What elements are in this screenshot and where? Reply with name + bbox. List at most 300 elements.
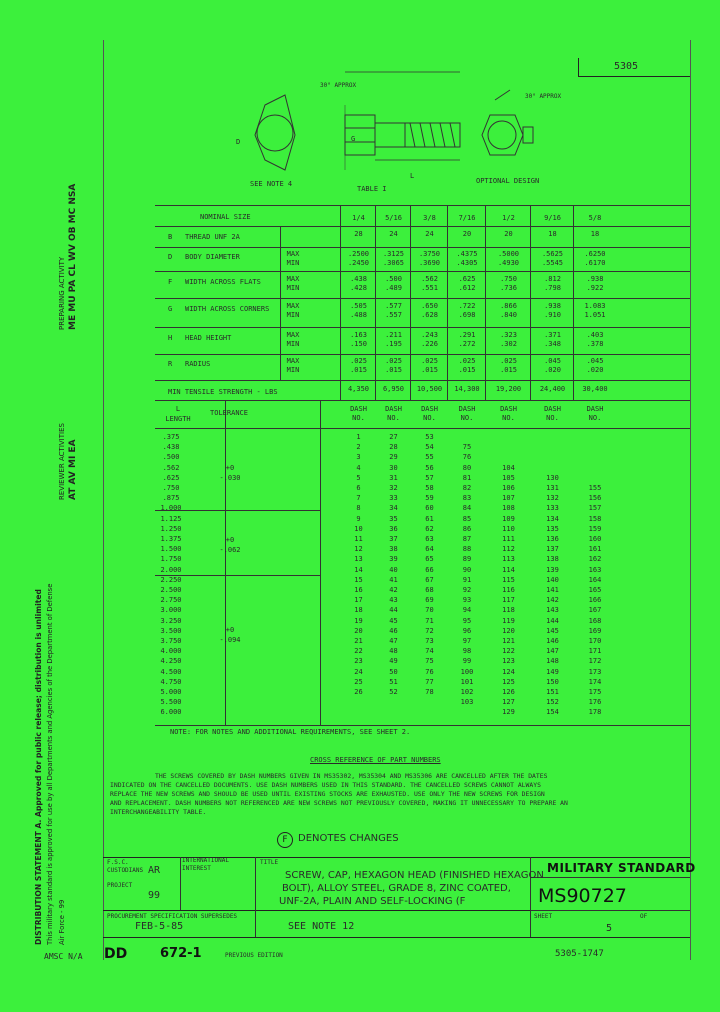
row-1-val-0: .2500 .2450: [347, 250, 370, 267]
hex-head-front: [255, 95, 295, 170]
row-3-val-2: .650 .628: [421, 302, 438, 319]
dash-2-5: 58: [425, 484, 434, 492]
dash-4-23: 124: [502, 667, 515, 676]
dash-4-19: 120: [502, 626, 515, 635]
dash-5-7: 133: [546, 504, 559, 513]
row-label-0: THREAD UNF 2A: [185, 233, 240, 241]
table-note: NOTE: FOR NOTES AND ADDITIONAL REQUIREMENTS, SEE SHEET 2.: [170, 728, 411, 736]
dash-2-12: 65: [425, 555, 434, 564]
row-limit-1: MAX MIN: [286, 250, 300, 267]
dash-0-15: 16: [354, 586, 363, 594]
dash-5-13: 139: [546, 565, 559, 574]
length-22: 4.250: [160, 657, 182, 666]
length-12: 1.750: [160, 555, 182, 564]
dash-5-27: 154: [546, 708, 559, 717]
table1-top-line: [155, 205, 690, 206]
dash-header-4: DASH NO.: [500, 405, 517, 422]
row-code-2: F: [168, 278, 173, 286]
dash-3-16: 93: [462, 596, 472, 605]
title-line-2: UNF-2A, PLAIN AND SELF-LOCKING (F: [279, 896, 466, 907]
row-3-val-3: .722 .698: [458, 302, 476, 319]
dash-2-4: 57: [425, 473, 434, 482]
row-limit-4: MAX MIN: [286, 331, 300, 348]
length-14: 2.250: [160, 575, 182, 584]
dash-6-10: 160: [588, 535, 602, 543]
dash-4-27: 129: [502, 708, 515, 717]
dash-1-15: 42: [389, 586, 398, 594]
dash-2-25: 78: [425, 688, 434, 696]
row-code-1: D: [168, 253, 173, 261]
row-code-3: G: [168, 305, 173, 313]
row-4-val-2: .243 .226: [421, 331, 438, 348]
dash-2-24: 77: [425, 677, 434, 686]
form-number: 672-1: [160, 946, 202, 961]
size-5: 9/16: [544, 214, 561, 222]
dash-6-7: 157: [588, 504, 602, 513]
row-0-val-1: 24: [389, 230, 398, 238]
row-1-val-5: .5625 .5545: [541, 250, 564, 267]
row-2-val-0: .438 .428: [350, 275, 367, 292]
row-6-val-0: 4,350: [347, 385, 370, 393]
dash-1-25: 52: [389, 688, 398, 696]
row-limit-5: MAX MIN: [286, 357, 300, 374]
dash-2-17: 70: [425, 606, 434, 615]
nominal-size-label: NOMINAL SIZE: [200, 213, 251, 221]
dash-4-24: 125: [502, 677, 515, 686]
form-prefix: DD: [104, 946, 128, 962]
dash-5-26: 152: [546, 698, 559, 707]
xref-line-1: INDICATED ON THE CANCELLED DOCUMENTS. USE DASH NUMBERS USED IN THIS STANDARD. THE CANCELLED SCREWS CANNOT ALWAYS: [110, 781, 541, 789]
dash-0-5: 6: [356, 484, 361, 492]
row-2-val-4: .750 .736: [500, 275, 517, 292]
label-table: TABLE I: [357, 185, 387, 193]
length-25: 5.000: [160, 688, 182, 696]
dash-0-8: 9: [356, 514, 361, 523]
dash-6-18: 168: [588, 616, 602, 625]
length-7: 1.000: [160, 504, 182, 513]
dash-2-20: 73: [425, 637, 434, 645]
dash-5-22: 148: [546, 657, 559, 666]
label-see-note: SEE NOTE 4: [250, 180, 293, 188]
dash-4-22: 123: [502, 657, 515, 666]
row-1-val-4: .5000 .4930: [497, 250, 520, 267]
dash-1-14: 41: [389, 575, 398, 584]
row-0-val-2: 24: [425, 230, 434, 238]
row-label-4: HEAD HEIGHT: [185, 334, 232, 342]
row-limit-2: MAX MIN: [286, 275, 300, 292]
title-line-1: BOLT), ALLOY STEEL, GRADE 8, ZINC COATED,: [282, 883, 511, 894]
dash-1-18: 45: [389, 616, 398, 625]
dash-header-6: DASH NO.: [586, 405, 604, 422]
custodian: AR: [148, 865, 161, 876]
reviewer-activity-codes: AT AV MI EA: [68, 439, 78, 500]
dash-6-20: 170: [588, 637, 602, 645]
dash-0-1: 2: [356, 443, 361, 452]
dash-0-7: 8: [356, 504, 361, 513]
dash-header-0: DASH NO.: [350, 405, 367, 422]
dash-5-10: 136: [546, 535, 559, 543]
row-label-6: MIN TENSILE STRENGTH - LBS: [168, 388, 278, 396]
length-header: L LENGTH: [165, 405, 191, 424]
dash-5-25: 151: [546, 688, 559, 696]
fsc-label: F.S.C.: [107, 859, 129, 866]
dash-3-12: 89: [462, 555, 472, 564]
title-line-0: SCREW, CAP, HEXAGON HEAD (FINISHED HEXAGON: [285, 870, 544, 881]
size-3: 7/16: [458, 214, 476, 222]
row-label-5: RADIUS: [185, 360, 211, 368]
length-20: 3.750: [160, 637, 182, 645]
length-9: 1.250: [160, 524, 182, 533]
row-label-2: WIDTH ACROSS FLATS: [185, 278, 261, 286]
dash-4-18: 119: [502, 616, 515, 625]
length-10: 1.375: [160, 535, 182, 543]
label-optional-design: OPTIONAL DESIGN: [476, 177, 540, 185]
dash-2-14: 67: [425, 575, 434, 584]
row-limit-3: MAX MIN: [286, 302, 300, 319]
dash-4-12: 113: [502, 555, 515, 564]
dash-2-8: 61: [425, 514, 434, 523]
size-0: 1/4: [352, 214, 365, 222]
row-0-val-6: 18: [590, 230, 600, 238]
label-dia: D: [236, 138, 241, 146]
dash-0-20: 21: [354, 637, 363, 645]
row-5-val-1: .025 .015: [385, 357, 402, 374]
row-5-val-3: .025 .015: [458, 357, 476, 374]
dash-6-26: 176: [588, 698, 602, 707]
dash-4-17: 118: [502, 606, 515, 615]
cross-reference-title: CROSS REFERENCE OF PART NUMBERS: [310, 756, 441, 764]
project-label: PROJECT: [107, 882, 133, 889]
row-6-val-4: 19,200: [495, 385, 522, 393]
dash-1-10: 37: [389, 535, 398, 543]
dash-4-5: 106: [502, 484, 515, 492]
dash-3-9: 86: [462, 524, 472, 533]
xref-line-3: AND REPLACEMENT. DASH NUMBERS NOT REFERENCED ARE NEW SCREWS NOT PREVIOUSLY COVERED, MAKING IT UNNECESSARY TO PREPARE AN: [110, 799, 568, 807]
dash-0-18: 19: [354, 616, 363, 625]
row-5-val-5: .045 .020: [544, 357, 561, 374]
dash-2-13: 66: [425, 565, 434, 574]
dash-0-3: 4: [356, 463, 361, 472]
length-26: 5.500: [160, 698, 182, 707]
project: 99: [148, 890, 161, 901]
dash-4-15: 116: [502, 586, 515, 594]
dash-3-20: 97: [462, 637, 472, 645]
dash-6-5: 155: [588, 484, 602, 492]
dash-1-2: 29: [389, 453, 398, 462]
row-6-val-5: 24,400: [539, 385, 566, 393]
dash-2-21: 74: [425, 647, 434, 656]
row-code-4: H: [168, 334, 173, 342]
row-1-val-3: .4375 .4305: [456, 250, 478, 267]
dash-1-13: 40: [389, 565, 398, 574]
dash-5-11: 137: [546, 545, 559, 554]
dash-6-9: 159: [588, 524, 602, 533]
dash-2-15: 68: [425, 586, 434, 594]
dash-header-1: DASH NO.: [385, 405, 402, 422]
dash-5-6: 132: [546, 494, 559, 503]
dash-3-13: 90: [462, 565, 472, 574]
label-l: L: [410, 172, 415, 180]
dash-0-23: 24: [354, 667, 363, 676]
dash-0-6: 7: [356, 494, 361, 503]
length-5: .750: [162, 484, 180, 492]
dash-6-14: 164: [588, 575, 602, 584]
dash-0-16: 17: [354, 596, 363, 605]
dash-5-17: 143: [546, 606, 559, 615]
dash-2-16: 69: [425, 596, 434, 605]
dash-2-11: 64: [425, 545, 434, 554]
dash-0-12: 13: [354, 555, 363, 564]
left-border: [103, 40, 104, 960]
dash-3-3: 80: [462, 463, 472, 472]
dash-1-24: 51: [389, 677, 398, 686]
dash-3-4: 81: [462, 473, 472, 482]
dash-5-12: 138: [546, 555, 559, 564]
row-code-5: R: [168, 360, 173, 368]
military-standard-label: MILITARY STANDARD: [547, 861, 696, 875]
row-5-val-4: .025 .015: [500, 357, 517, 374]
dash-2-3: 56: [425, 463, 434, 472]
dash-1-19: 46: [389, 626, 398, 635]
dash-0-4: 5: [356, 473, 361, 482]
dash-1-12: 39: [389, 555, 398, 564]
dash-0-2: 3: [356, 453, 361, 462]
row-3-val-5: .938 .910: [544, 302, 561, 319]
dash-1-4: 31: [389, 473, 398, 482]
standard-number: MS90727: [538, 885, 627, 907]
dash-1-9: 36: [389, 524, 398, 533]
row-4-val-4: .323 .302: [500, 331, 517, 348]
dash-1-0: 27: [389, 433, 398, 441]
dash-0-14: 15: [354, 575, 363, 584]
dash-3-25: 102: [460, 688, 474, 696]
dash-0-10: 11: [354, 535, 363, 543]
dash-1-20: 47: [389, 637, 398, 645]
dash-6-27: 178: [588, 708, 602, 717]
dash-1-23: 50: [389, 667, 398, 676]
dash-header-5: DASH NO.: [544, 405, 561, 422]
bolt-shank: [375, 123, 460, 147]
row-1-val-1: .3125 .3065: [382, 250, 405, 267]
dash-0-19: 20: [354, 626, 363, 635]
dash-4-11: 112: [502, 545, 515, 554]
length-11: 1.500: [160, 545, 182, 554]
dash-6-24: 174: [588, 677, 602, 686]
row-2-val-6: .938 .922: [586, 275, 604, 292]
dash-5-9: 135: [546, 524, 559, 533]
length-2: .500: [162, 453, 180, 462]
row-4-val-5: .371 .348: [544, 331, 561, 348]
dash-5-8: 134: [546, 514, 559, 523]
denotes-text: DENOTES CHANGES: [298, 833, 399, 844]
dash-3-7: 84: [462, 504, 472, 513]
date: FEB-5-85: [135, 921, 184, 932]
dash-4-10: 111: [502, 535, 515, 543]
dash-1-11: 38: [389, 545, 398, 554]
dash-2-22: 75: [425, 657, 434, 666]
dash-3-21: 98: [462, 647, 472, 656]
tolerance-3: +0 -.094: [219, 626, 241, 645]
xref-line-2: REPLACE THE NEW SCREWS AND SHOULD BE USED UNTIL EXISTING STOCKS ARE EXHAUSTED. USE ONLY THE NEW SCREWS FOR DESIGN: [110, 790, 545, 798]
dash-4-8: 109: [502, 514, 515, 523]
dash-2-10: 63: [425, 535, 434, 543]
dash-1-3: 30: [389, 463, 398, 472]
dash-5-18: 144: [546, 616, 559, 625]
length-3: .562: [162, 463, 180, 472]
row-1-val-2: .3750 .3690: [418, 250, 441, 267]
length-23: 4.500: [160, 667, 182, 676]
length-0: .375: [162, 433, 180, 441]
dash-3-10: 87: [462, 535, 472, 543]
dash-1-17: 44: [389, 606, 398, 615]
dash-6-13: 163: [588, 565, 602, 574]
dash-header-2: DASH NO.: [421, 405, 438, 422]
row-3-val-6: 1.083 1.051: [584, 302, 606, 319]
row-6-val-2: 10,500: [416, 385, 443, 393]
tolerance-2: +0 -.062: [219, 536, 241, 555]
dash-4-26: 127: [502, 698, 515, 707]
dash-3-15: 92: [462, 586, 472, 594]
length-4: .625: [162, 473, 180, 482]
dash-3-19: 96: [462, 626, 472, 635]
doc-number-top: 5305: [614, 61, 639, 72]
length-24: 4.750: [160, 677, 182, 686]
dash-5-23: 149: [546, 667, 559, 676]
length-21: 4.000: [160, 647, 182, 656]
dash-3-8: 85: [462, 514, 472, 523]
preparing-activity-codes: ME MU PA CL WV OB MC NSA: [68, 183, 78, 330]
size-2: 3/8: [423, 214, 436, 222]
dash-4-9: 110: [502, 524, 515, 533]
size-1: 5/16: [385, 214, 402, 222]
dash-0-0: 1: [356, 433, 361, 441]
dash-5-5: 131: [546, 484, 559, 492]
dash-3-5: 82: [462, 484, 472, 492]
dash-6-16: 166: [588, 596, 602, 605]
row-label-3: WIDTH ACROSS CORNERS: [185, 305, 270, 313]
dash-6-25: 175: [588, 688, 602, 696]
row-2-val-1: .500 .489: [385, 275, 402, 292]
title-label: TITLE: [260, 859, 279, 866]
xref-line-0: THE SCREWS COVERED BY DASH NUMBERS GIVEN IN MS35302, MS35304 AND MS35306 ARE CANCELLED AFTER THE DATES: [155, 772, 548, 780]
sheet-number: 5: [606, 923, 613, 934]
row-2-val-3: .625 .612: [458, 275, 476, 292]
dash-4-7: 108: [502, 504, 515, 513]
dash-1-6: 33: [389, 494, 398, 503]
row-5-val-6: .045 .020: [586, 357, 604, 374]
row-4-val-1: .211 .195: [385, 331, 402, 348]
dash-5-21: 147: [546, 647, 559, 656]
dash-2-9: 62: [425, 524, 434, 533]
row-6-val-6: 30,400: [582, 385, 608, 393]
dash-1-8: 35: [389, 514, 398, 523]
dash-6-21: 171: [588, 647, 602, 656]
dash-4-21: 122: [502, 647, 515, 656]
dash-1-1: 28: [389, 443, 398, 452]
dash-2-6: 59: [425, 494, 434, 503]
length-1: .438: [162, 443, 180, 452]
dash-4-14: 115: [502, 575, 515, 584]
dash-3-22: 99: [462, 657, 472, 666]
dash-6-11: 161: [588, 545, 602, 554]
length-27: 6.000: [160, 708, 182, 717]
dash-5-15: 141: [546, 586, 559, 594]
row-0-val-0: 28: [354, 230, 363, 238]
dash-header-3: DASH NO.: [458, 405, 476, 422]
dash-3-23: 100: [460, 667, 474, 676]
dash-2-19: 72: [425, 626, 434, 635]
denotes-symbol: F: [277, 832, 293, 848]
label-30-approx-right: 30° APPROX: [525, 93, 562, 100]
dash-0-21: 22: [354, 647, 363, 656]
row-6-val-3: 14,300: [454, 385, 480, 393]
custodians-label: CUSTODIANS: [107, 867, 144, 874]
intl-interest-label: INTERNATIONAL INTEREST: [182, 857, 229, 872]
of-label: OF: [640, 913, 648, 920]
dash-4-20: 121: [502, 637, 515, 645]
dash-5-16: 142: [546, 596, 559, 605]
dash-3-26: 103: [460, 698, 474, 707]
length-8: 1.125: [160, 514, 182, 523]
dash-6-6: 156: [588, 494, 602, 503]
dash-3-18: 95: [462, 616, 472, 625]
size-4: 1/2: [502, 214, 515, 222]
form-note: PREVIOUS EDITION: [225, 952, 283, 959]
dash-3-1: 75: [462, 443, 472, 452]
distribution-statement: DISTRIBUTION STATEMENT A. Approved for public release; distribution is unlimited: [34, 589, 43, 945]
dash-1-16: 43: [389, 596, 398, 605]
row-3-val-0: .505 .488: [350, 302, 367, 319]
dash-3-11: 88: [462, 545, 472, 554]
dash-1-5: 32: [389, 484, 398, 492]
row-2-val-5: .812 .798: [544, 275, 561, 292]
dash-3-24: 101: [460, 677, 474, 686]
length-15: 2.500: [160, 586, 182, 594]
row-0-val-5: 18: [548, 230, 557, 238]
dash-2-1: 54: [425, 443, 434, 452]
procurement-label: PROCUREMENT SPECIFICATION SUPERSEDES: [107, 913, 238, 920]
dash-0-25: 26: [354, 688, 363, 696]
dash-5-4: 130: [546, 473, 559, 482]
dash-2-18: 71: [425, 616, 434, 625]
dash-3-17: 94: [462, 606, 472, 615]
right-border: [690, 40, 691, 960]
dash-5-24: 150: [546, 677, 559, 686]
dash-4-16: 117: [502, 596, 515, 605]
length-19: 3.500: [160, 626, 182, 635]
length-17: 3.000: [160, 606, 182, 615]
dash-6-17: 167: [588, 606, 602, 615]
dash-3-6: 83: [462, 494, 472, 503]
dash-0-11: 12: [354, 545, 363, 554]
length-13: 2.000: [160, 565, 182, 574]
dash-4-6: 107: [502, 494, 515, 503]
dash-4-25: 126: [502, 688, 515, 696]
dash-4-13: 114: [502, 565, 515, 574]
amsc: AMSC N/A: [44, 952, 83, 961]
dash-2-0: 53: [425, 433, 434, 441]
row-4-val-6: .403 .378: [586, 331, 604, 348]
dash-0-24: 25: [354, 677, 363, 686]
length-16: 2.750: [160, 596, 182, 605]
xref-line-4: INTERCHANGEABILITY TABLE.: [110, 808, 207, 816]
dash-6-19: 169: [588, 626, 602, 635]
dash-1-21: 48: [389, 647, 398, 656]
length-6: .875: [162, 494, 180, 503]
row-2-val-2: .562 .551: [421, 275, 438, 292]
dash-6-22: 172: [588, 657, 602, 666]
dash-0-22: 23: [354, 657, 363, 666]
